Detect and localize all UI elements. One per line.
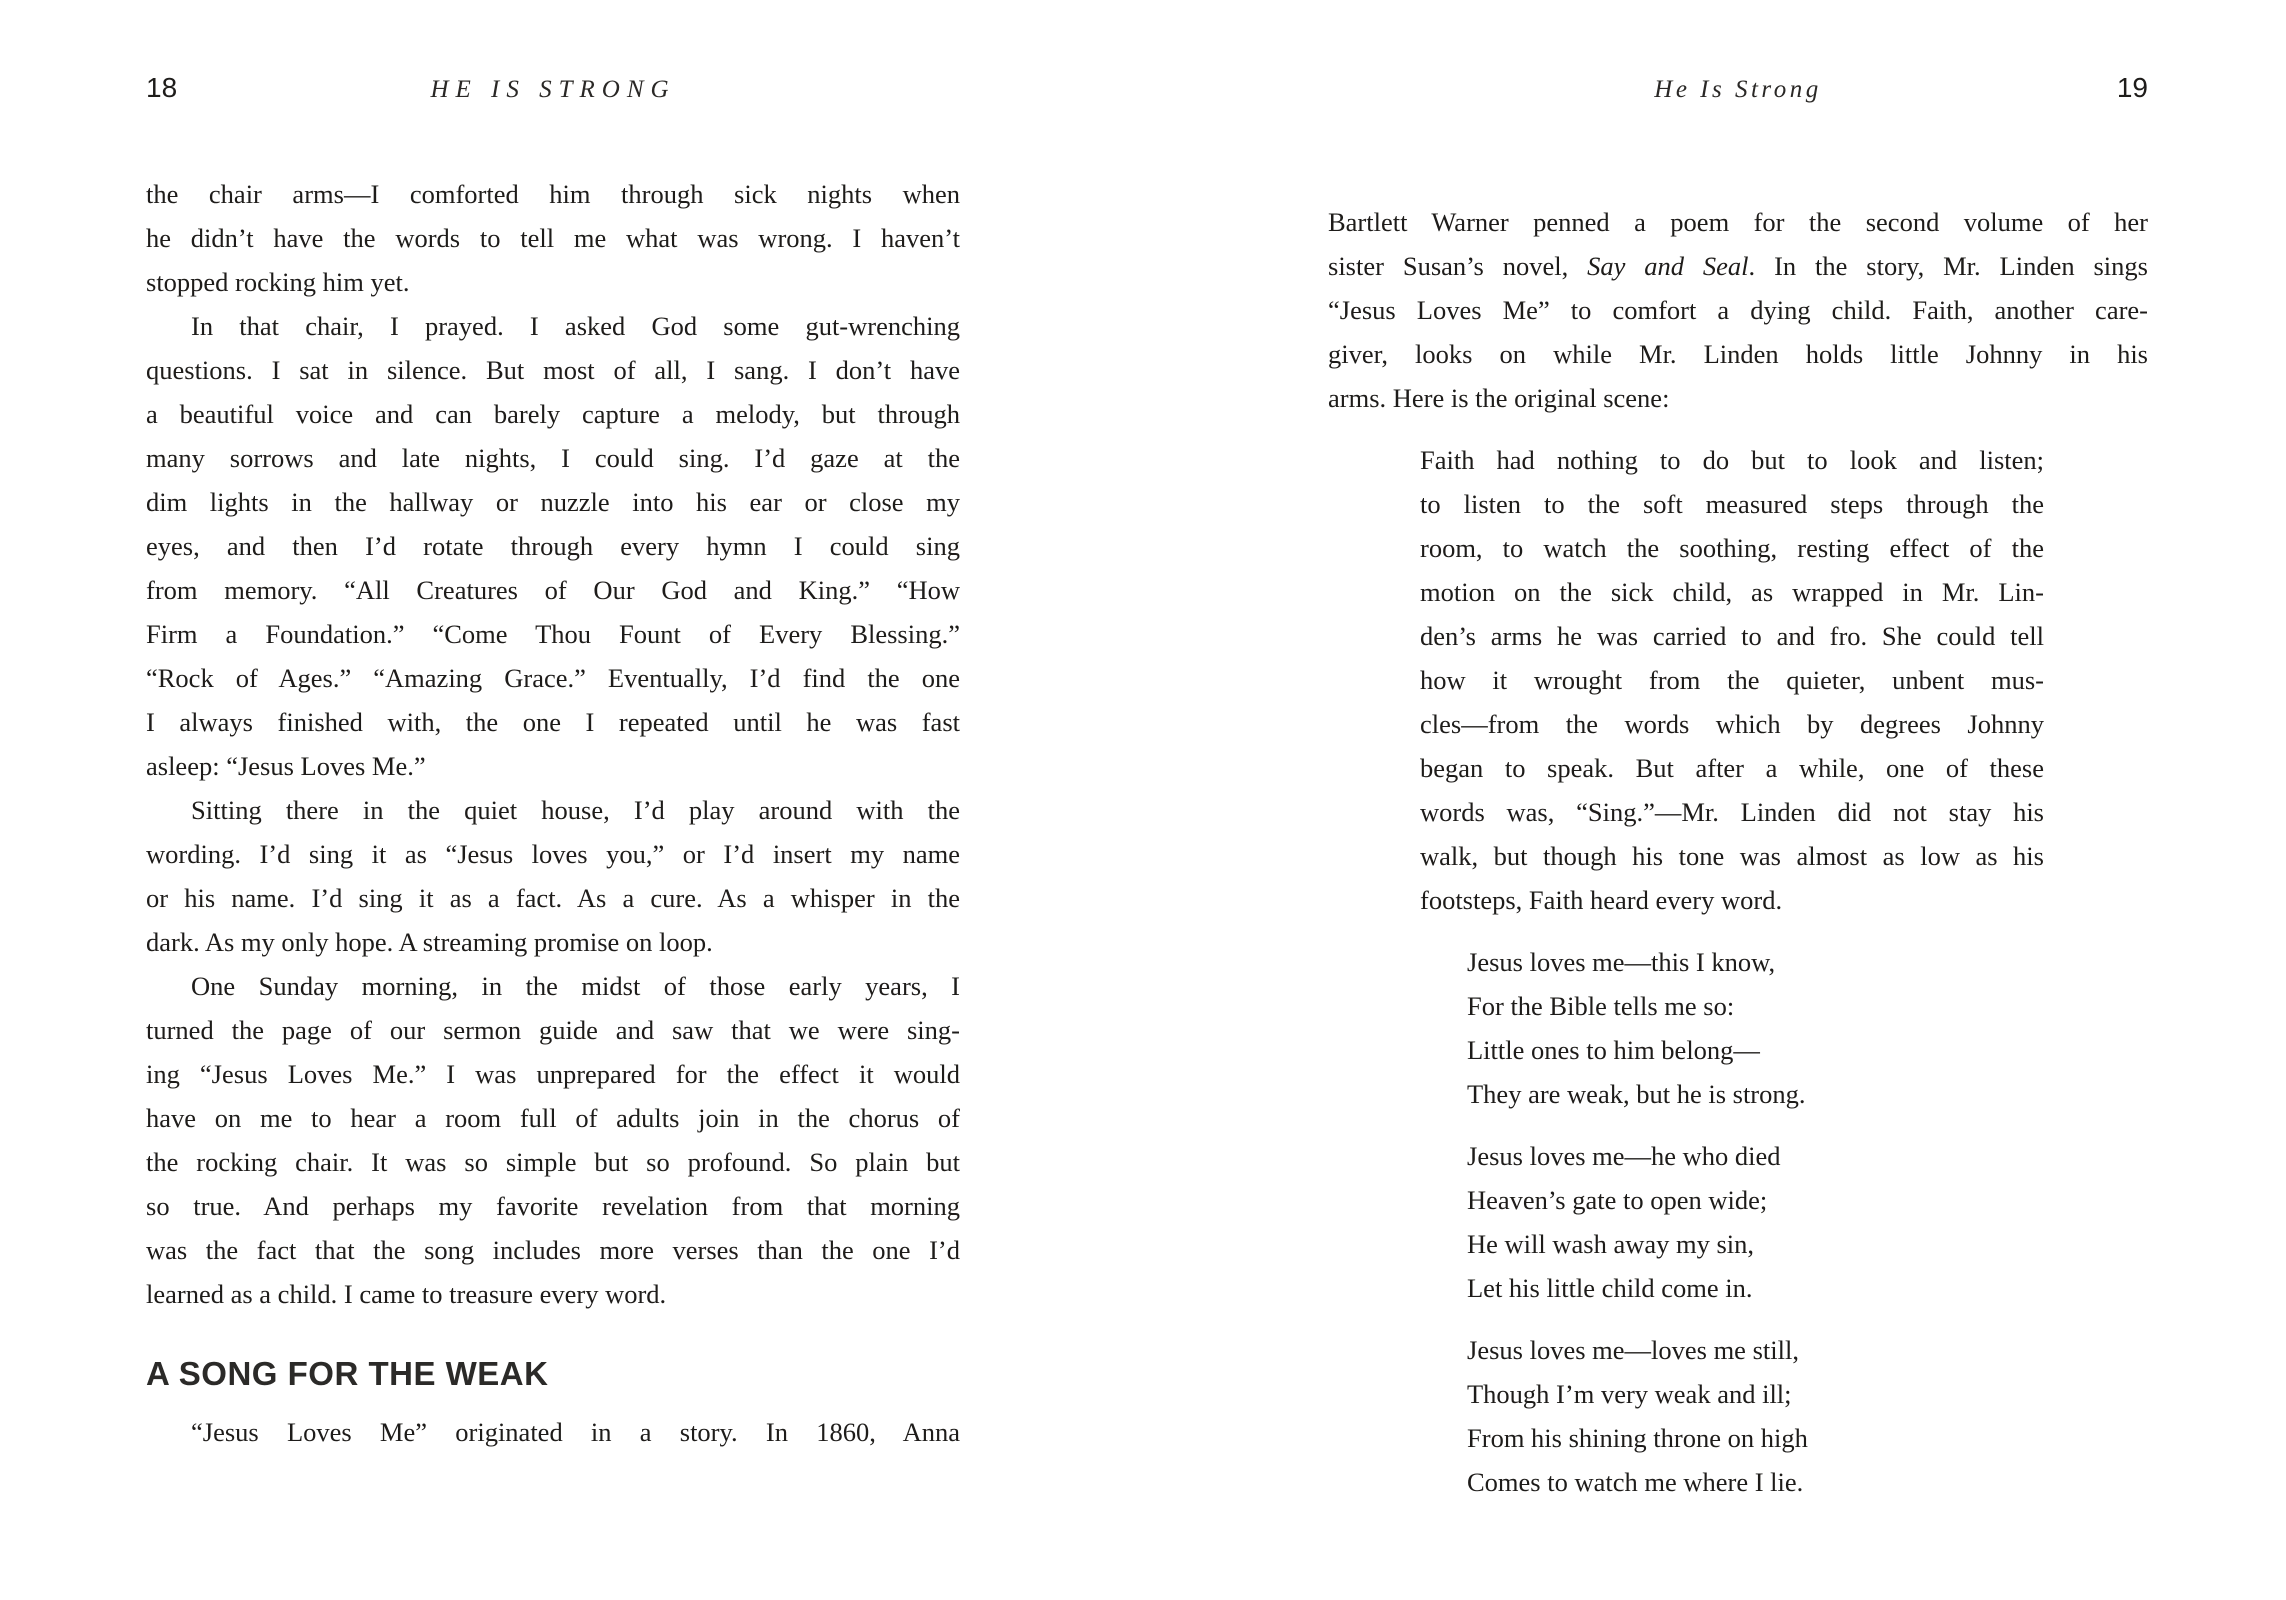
- page-number-left: 18: [146, 72, 178, 103]
- text-line: I always finished with, the one I repeated until he was fast: [146, 707, 960, 737]
- text-line: In that chair, I prayed. I asked God some gut-wrenching: [191, 311, 960, 341]
- text-line: Though I’m very weak and ill;: [1467, 1379, 1792, 1409]
- text-line: ing “Jesus Loves Me.” I was unprepared for the effect it would: [146, 1059, 960, 1089]
- text-line: so true. And perhaps my favorite revelation from that morning: [146, 1191, 960, 1221]
- text-line: or his name. I’d sing it as a fact. As a cure. As a whisper in the: [146, 883, 960, 913]
- text-line: the chair arms—I comforted him through sick nights when: [146, 179, 960, 209]
- text-line: many sorrows and late nights, I could sing. I’d gaze at the: [146, 443, 960, 473]
- text-line: “Rock of Ages.” “Amazing Grace.” Eventually, I’d find the one: [146, 663, 960, 693]
- text-line: Little ones to him belong—: [1467, 1035, 1760, 1065]
- text-line: For the Bible tells me so:: [1467, 991, 1735, 1021]
- right-page-body: [1328, 200, 2148, 1504]
- text-line: wording. I’d sing it as “Jesus loves you,” or I’d insert my name: [146, 839, 960, 869]
- text-line: how it wrought from the quieter, unbent mus-: [1420, 665, 2044, 695]
- text-line: he didn’t have the words to tell me what was wrong. I haven’t: [146, 223, 960, 253]
- text-line: walk, but though his tone was almost as low as his: [1420, 841, 2044, 871]
- running-head-left: HE IS STRONG: [430, 76, 676, 103]
- paragraph: [146, 964, 960, 1316]
- text-line: cles—from the words which by degrees Johnny: [1420, 709, 2044, 739]
- text-line: Let his little child come in.: [1467, 1273, 1753, 1303]
- text-line: dim lights in the hallway or nuzzle into his ear or close my: [146, 487, 960, 517]
- poem-stanza: [1467, 940, 2148, 1116]
- poem-stanza: [1467, 1134, 2148, 1310]
- text-line: motion on the sick child, as wrapped in Mr. Lin-: [1420, 577, 2044, 607]
- text-line: He will wash away my sin,: [1467, 1229, 1755, 1259]
- block-quote: [1420, 438, 2044, 922]
- text-line: the rocking chair. It was so simple but so profound. So plain but: [146, 1147, 960, 1177]
- text-line: Heaven’s gate to open wide;: [1467, 1185, 1768, 1215]
- text-line: began to speak. But after a while, one of these: [1420, 753, 2044, 783]
- text-line: turned the page of our sermon guide and saw that we were sing-: [146, 1015, 960, 1045]
- paragraph: [146, 172, 960, 304]
- text-line: learned as a child. I came to treasure every word.: [146, 1279, 667, 1309]
- text-line: giver, looks on while Mr. Linden holds little Johnny in his: [1328, 339, 2148, 369]
- text-line: stopped rocking him yet.: [146, 267, 410, 297]
- text-line: Faith had nothing to do but to look and listen;: [1420, 445, 2044, 475]
- text-line: from memory. “All Creatures of Our God and King.” “How: [146, 575, 960, 605]
- text-line: eyes, and then I’d rotate through every hymn I could sing: [146, 531, 960, 561]
- poem-stanza: [1467, 1328, 2148, 1504]
- text-line: words was, “Sing.”—Mr. Linden did not stay his: [1420, 797, 2044, 827]
- section-heading: A SONG FOR THE WEAK: [146, 1355, 549, 1392]
- text-line: “Jesus Loves Me” to comfort a dying child. Faith, another care-: [1328, 295, 2148, 325]
- text-line: room, to watch the soothing, resting effect of the: [1420, 533, 2044, 563]
- left-page-body: [146, 172, 960, 1454]
- text-line: Jesus loves me—he who died: [1467, 1141, 1781, 1171]
- running-head-right: He Is Strong: [1654, 76, 1822, 103]
- text-line: Jesus loves me—this I know,: [1467, 947, 1776, 977]
- text-line: dark. As my only hope. A streaming promise on loop.: [146, 927, 713, 957]
- text-line: a beautiful voice and can barely capture a melody, but through: [146, 399, 960, 429]
- text-line: to listen to the soft measured steps through the: [1420, 489, 2044, 519]
- text-line: One Sunday morning, in the midst of those early years, I: [191, 971, 960, 1001]
- text-line: From his shining throne on high: [1467, 1423, 1808, 1453]
- text-line: arms. Here is the original scene:: [1328, 383, 1670, 413]
- text-line: “Jesus Loves Me” originated in a story. In 1860, Anna: [191, 1417, 960, 1447]
- text-line: footsteps, Faith heard every word.: [1420, 885, 1783, 915]
- paragraph: [146, 1410, 960, 1454]
- text-line: have on me to hear a room full of adults join in the chorus of: [146, 1103, 960, 1133]
- text-line: sister Susan’s novel, Say and Seal. In the story, Mr. Linden sings: [1328, 251, 2148, 281]
- page-number-right: 19: [2116, 72, 2148, 103]
- text-line: asleep: “Jesus Loves Me.”: [146, 751, 426, 781]
- text-line: Jesus loves me—loves me still,: [1467, 1335, 1799, 1365]
- paragraph: [1328, 200, 2148, 420]
- text-line: questions. I sat in silence. But most of all, I sang. I don’t have: [146, 355, 960, 385]
- text-line: Bartlett Warner penned a poem for the second volume of her: [1328, 207, 2148, 237]
- paragraph: [146, 788, 960, 964]
- text-line: Firm a Foundation.” “Come Thou Fount of Every Blessing.”: [146, 619, 960, 649]
- text-line: was the fact that the song includes more verses than the one I’d: [146, 1235, 960, 1265]
- text-line: Comes to watch me where I lie.: [1467, 1467, 1804, 1497]
- text-line: den’s arms he was carried to and fro. She could tell: [1420, 621, 2044, 651]
- paragraph: [146, 304, 960, 788]
- text-line: Sitting there in the quiet house, I’d play around with the: [191, 795, 960, 825]
- text-line: They are weak, but he is strong.: [1467, 1079, 1806, 1109]
